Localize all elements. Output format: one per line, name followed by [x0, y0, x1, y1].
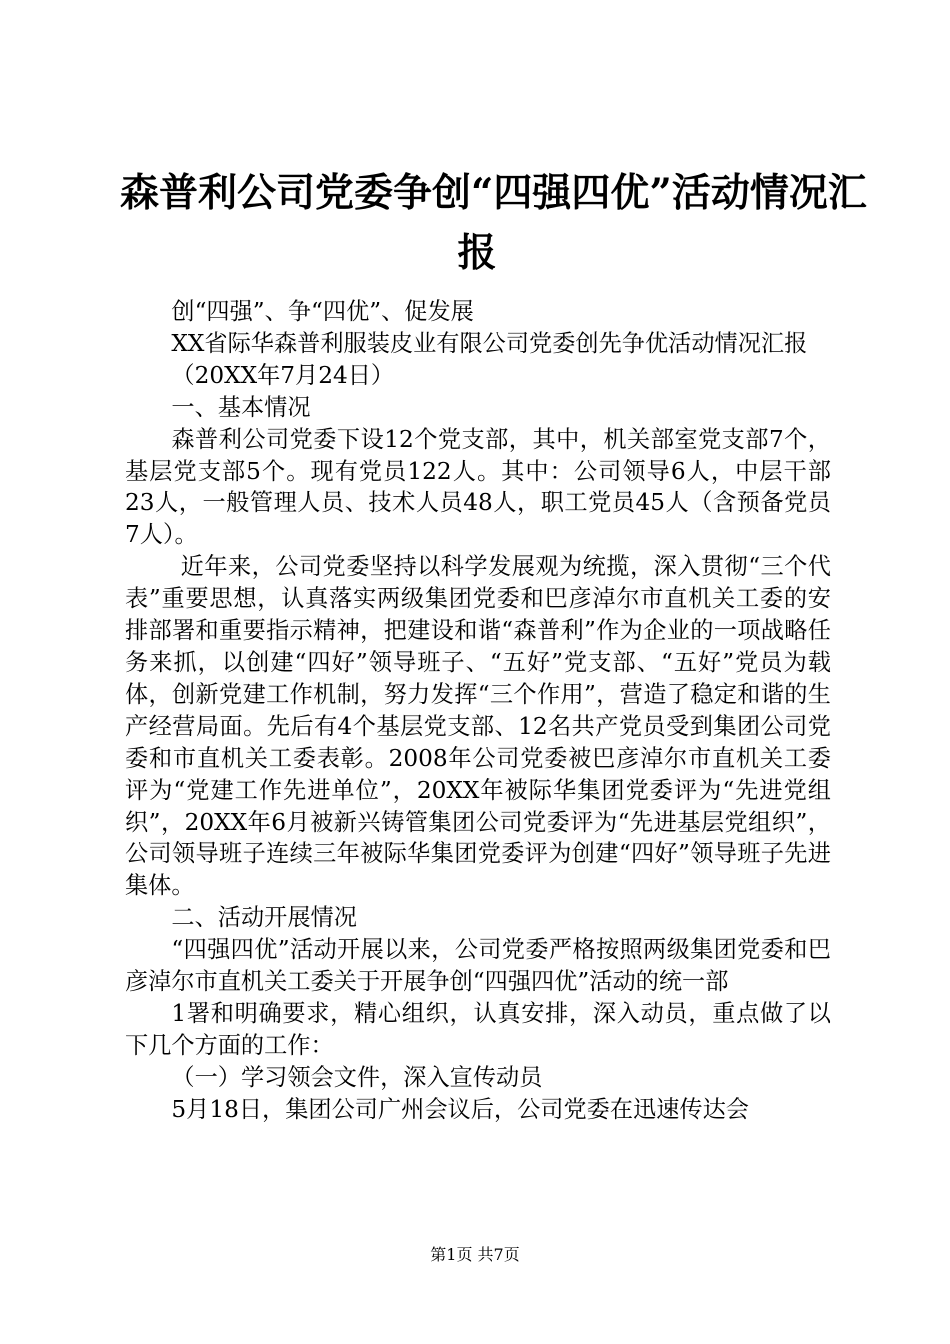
paragraph-date: （20XX年7月24日）: [171, 361, 395, 389]
page-footer: 第1页 共7页: [430, 1245, 520, 1264]
paragraph-activity-work: 1署和明确要求，精心组织，认真安排，深入动员，重点做了以下几个方面的工作：: [125, 999, 831, 1059]
section-heading-1: 一、基本情况: [171, 393, 311, 421]
paragraph-org-title: XX省际华森普利服装皮业有限公司党委创先争优活动情况汇报: [171, 329, 808, 357]
subsection-heading-1: （一）学习领会文件，深入宣传动员: [171, 1063, 543, 1091]
paragraph-basic-info: 森普利公司党委下设12个党支部，其中，机关部室党支部7个，基层党支部5个。现有党员122人。其中：公司领导6人，中层干部23人，一般管理人员、技术人员48人，职工党员45人（含预备党员7人）。: [125, 425, 831, 549]
document-body: [125, 296, 831, 1126]
document-title-line1: 森普利公司党委争创“四强四优”活动情况汇: [120, 170, 867, 216]
paragraph-may18: 5月18日，集团公司广州会议后，公司党委在迅速传达会: [171, 1095, 749, 1123]
section-heading-2: 二、活动开展情况: [171, 904, 357, 932]
paragraph-subtitle: 创“四强”、争“四优”、促发展: [171, 298, 474, 325]
document-title-line2: 报: [457, 230, 497, 276]
paragraph-activity-intro: “四强四优”活动开展以来，公司党委严格按照两级集团党委和巴彦淖尔市直机关工委关于开展争创“四强四优”活动的统一部: [125, 936, 831, 996]
paragraph-recent-years: 近年来，公司党委坚持以科学发展观为统揽，深入贯彻“三个代表”重要思想，认真落实两级集团党委和巴彦淖尔市直机关工委的安排部署和重要指示精神，把建设和谐“森普利”作为企业的一项战略任务来抓，以创建“四好”领导班子、“五好”党支部、“五好”党员为载体，创新党建工作机制，努力发挥“三个作用”，营造了稳定和谐的生产经营局面。先后有4个基层党支部、12名共产党员受到集团公司党委和市直机关工委表彰。2008年公司党委被巴彦淖尔市直机关工委评为“党建工作先进单位”，20XX年被际华集团党委评为“先进党组织”，20XX年6月被新兴铸管集团公司党委评为“先进基层党组织”，公司领导班子连续三年被际华集团党委评为创建“四好”领导班子先进集体。: [125, 553, 831, 900]
